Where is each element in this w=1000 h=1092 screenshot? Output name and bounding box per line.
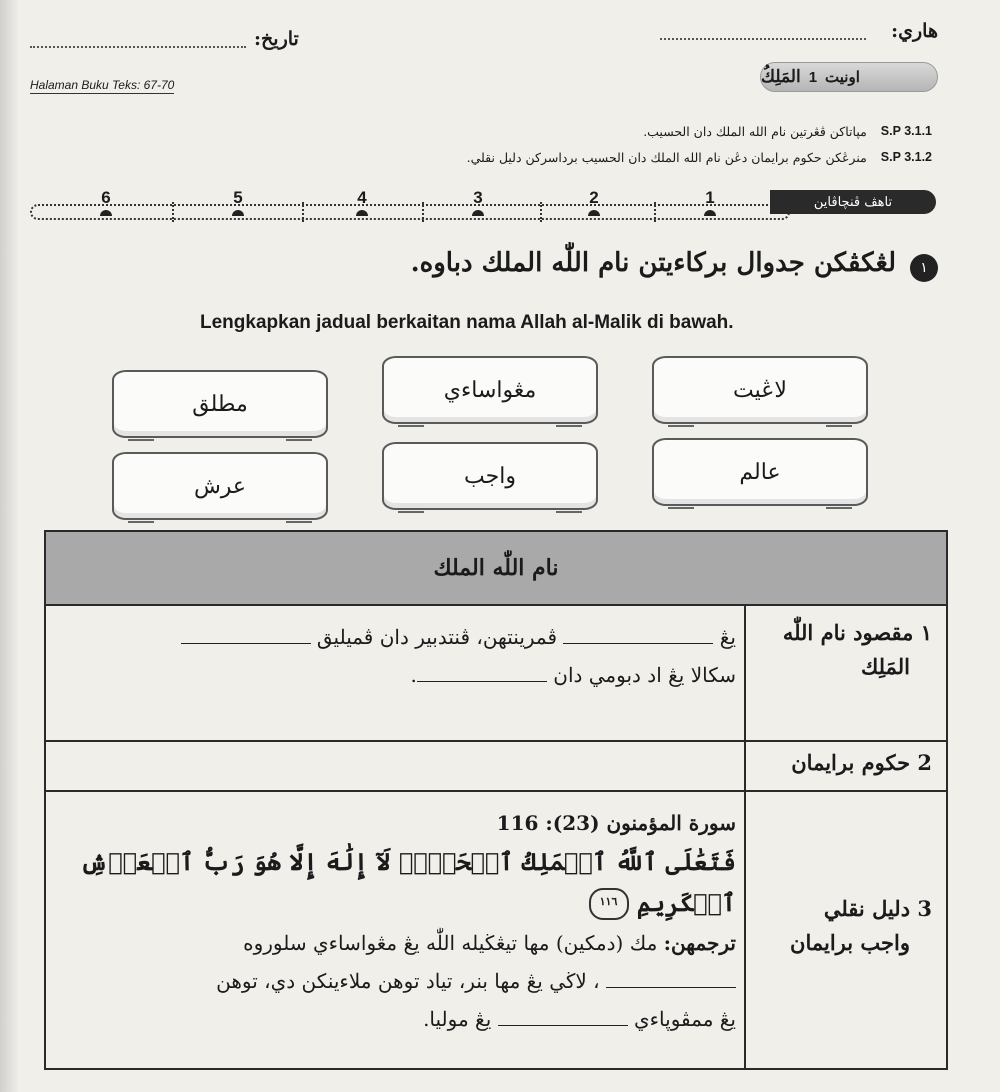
unit-number: 1 [808, 68, 818, 86]
meaning-cell [56, 618, 736, 694]
row-label-line: 3 دليل نقلي [823, 896, 932, 921]
standard-code: S.P 3.1.1 [880, 124, 932, 138]
mastery-level-label: تاهڤ ڤنچاڤاين [770, 190, 936, 214]
verse-number-marker: ١١٦ [589, 888, 629, 920]
text-fragment: سكالا يڠ اد دبومي دان [553, 663, 736, 687]
level-divider [540, 202, 542, 222]
answer-blank[interactable] [181, 623, 311, 644]
text-fragment: يڠ ممڤوڽاءي [633, 1006, 736, 1031]
answer-blank[interactable] [498, 1005, 628, 1026]
level-3[interactable]: 3 [468, 188, 488, 208]
level-5[interactable]: 5 [228, 188, 248, 208]
unit-title: المَلِكُ [761, 67, 801, 87]
book-spine-shadow [0, 0, 18, 1092]
word-bank-item[interactable]: عالم [652, 438, 868, 506]
row-label-line: واجب برايمان [790, 929, 910, 955]
evidence-cell [56, 804, 736, 1038]
standard-text: مپاتاكن ڤڠرتين نام الله الملك دان الحسيب. [643, 124, 867, 139]
translation-label: ترجمهن: [663, 930, 736, 955]
row-label-line: المَلِك [860, 653, 910, 679]
text-fragment: . [410, 663, 417, 687]
level-4[interactable]: 4 [352, 188, 372, 208]
table-row-evidence [46, 792, 946, 1070]
day-label: هاري: [891, 20, 938, 42]
surah-reference: سورة المؤمنون (23): 116 [496, 811, 736, 835]
day-blank-line[interactable] [660, 38, 866, 40]
answer-blank[interactable] [417, 661, 547, 682]
level-divider [654, 202, 656, 222]
text-fragment: مك (دمكين) مها تيڠڬيله اللّٰه يڠ مڠواساءي سلوروه [243, 930, 658, 955]
row-label: 2 حكوم برايمان [791, 750, 932, 775]
word-bank-item[interactable]: عرش [112, 452, 328, 520]
unit-badge [760, 62, 938, 92]
textbook-page-reference: Halaman Buku Teks: 67-70 [30, 78, 175, 92]
date-label: تاريخ: [254, 28, 299, 50]
ruling-answer-area[interactable] [56, 746, 736, 784]
word-bank-item[interactable]: مڠواساءي [382, 356, 598, 424]
text-fragment: يڠ موليا. [423, 1006, 492, 1031]
text-fragment: ڤمرينتهن، ڤنتدبير دان ڤميليق [316, 625, 558, 649]
unit-label: اونيت [825, 68, 860, 86]
word-bank-item[interactable]: لاڠيت [652, 356, 868, 424]
level-divider [422, 202, 424, 222]
level-6[interactable]: 6 [96, 188, 116, 208]
level-divider [172, 202, 174, 222]
text-fragment: ، لاڬي يڠ مها بنر، تياد توهن ملاءينكن دي، توهن [216, 968, 600, 993]
quran-verse [56, 842, 736, 924]
standard-row [467, 150, 932, 165]
table-row-meaning [46, 606, 946, 742]
question-instruction-jawi: لڠكڤكن جدوال بركاءيتن نام اللّٰه الملك دباوه. [410, 248, 896, 278]
date-blank-line[interactable] [30, 46, 246, 48]
mastery-track [30, 204, 790, 220]
row-label-line: ١ مقصود نام اللّٰه [782, 620, 932, 645]
mastery-level-tracker [30, 190, 936, 230]
word-bank-item[interactable]: مطلق [112, 370, 328, 438]
level-2[interactable]: 2 [584, 188, 604, 208]
standard-code: S.P 3.1.2 [880, 150, 932, 164]
row-label [752, 616, 932, 683]
table-header: نام اللّٰه الملك [46, 532, 946, 606]
standard-text: منرڠكن حكوم برايمان دڠن نام الله الملك دان الحسيب برداسركن دليل نقلي. [466, 150, 867, 165]
row-label [752, 892, 932, 959]
text-fragment: يڠ [719, 625, 736, 649]
level-1[interactable]: 1 [700, 188, 720, 208]
allah-al-malik-table [44, 530, 948, 1070]
answer-blank[interactable] [606, 967, 736, 988]
table-row-ruling [46, 742, 946, 792]
question-number-badge: ١ [910, 254, 938, 282]
word-bank-item[interactable]: واجب [382, 442, 598, 510]
standard-row [643, 124, 932, 139]
level-divider [302, 202, 304, 222]
question-instruction-malay: Lengkapkan jadual berkaitan nama Allah al-Malik di bawah. [200, 312, 734, 333]
verse-text: فَتَعَٰلَى ٱللَّهُ ٱلۡمَلِكُ ٱلۡحَقُّۖ لَآ إِلَٰهَ إِلَّا هُوَ رَبُّ ٱلۡعَرۡشِ ٱلۡكَرِيمِ [80, 847, 736, 917]
answer-blank[interactable] [563, 623, 713, 644]
